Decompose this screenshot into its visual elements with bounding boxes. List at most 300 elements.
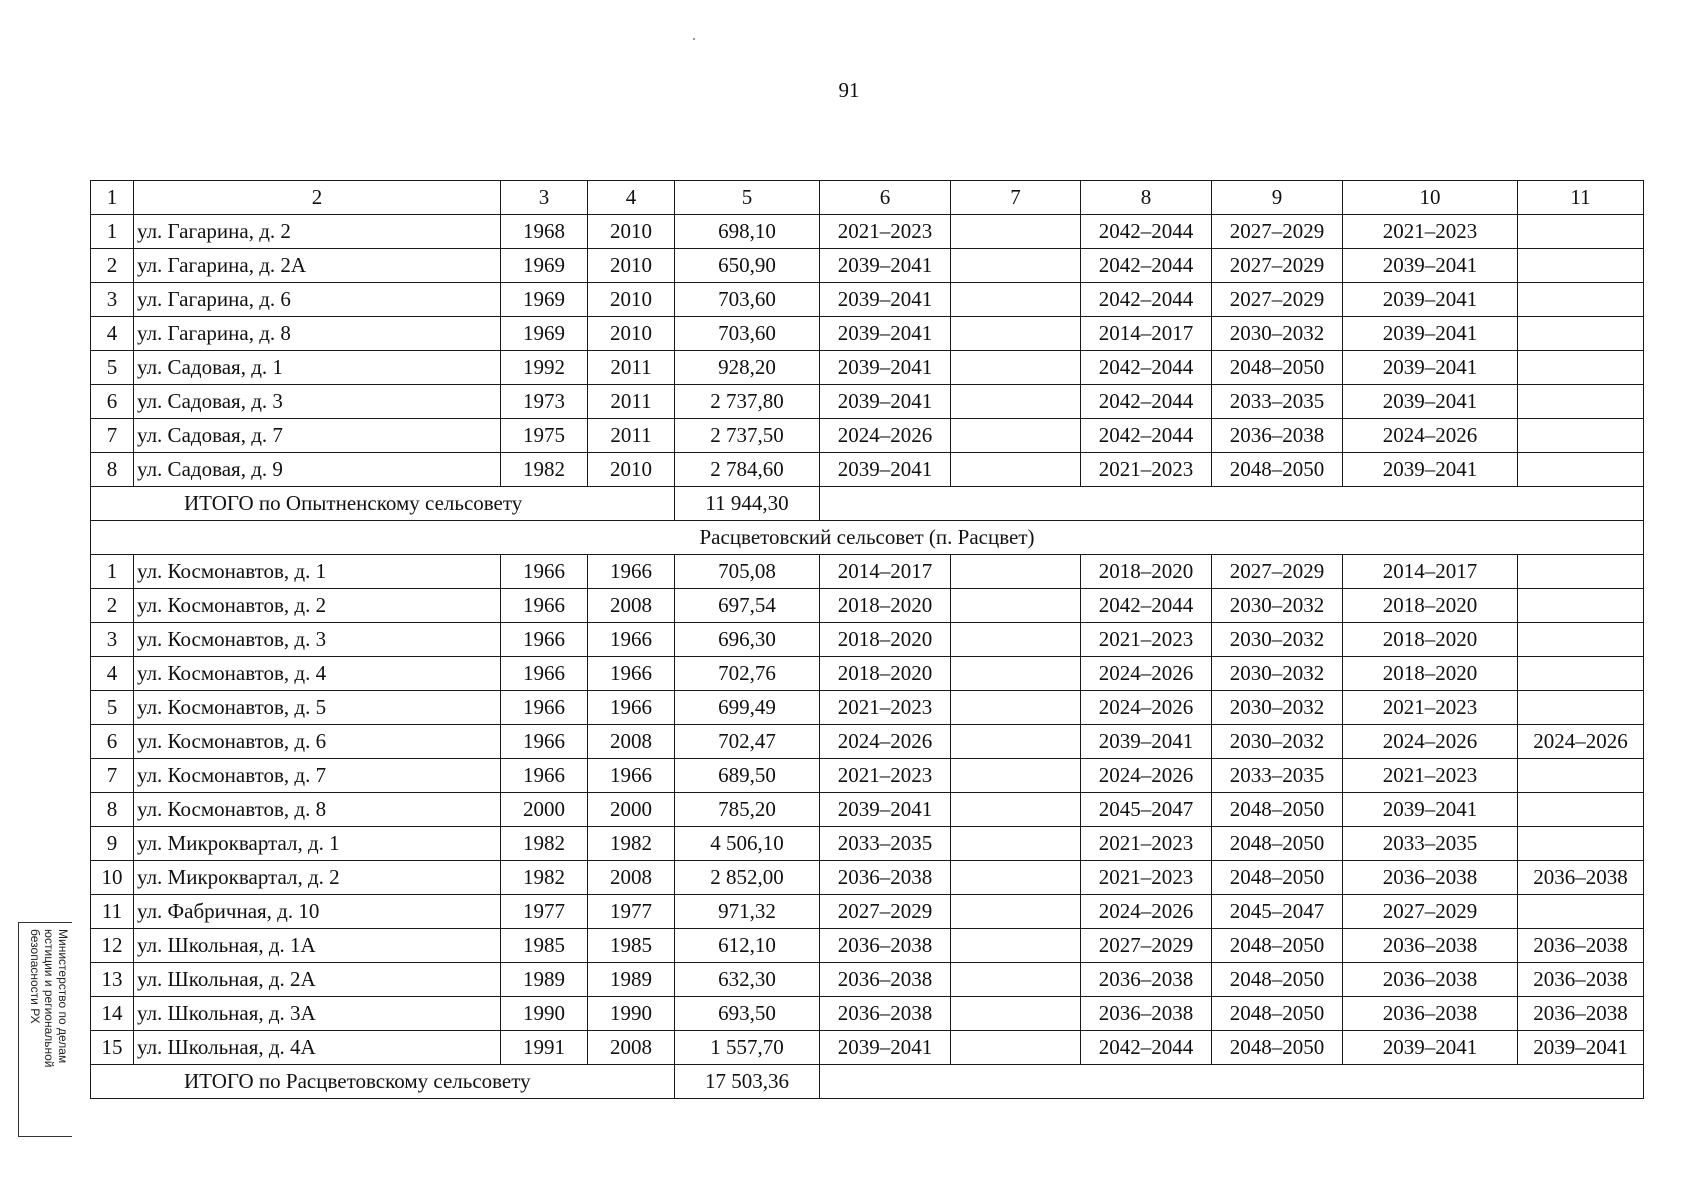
year-built-cell: 1989 [501, 963, 588, 997]
period-11-cell: 2036–2038 [1518, 997, 1644, 1031]
table-row [91, 725, 1644, 759]
year-2-cell: 2008 [588, 589, 675, 623]
period-6-cell: 2024–2026 [820, 419, 951, 453]
period-9-cell: 2048–2050 [1212, 861, 1343, 895]
period-8-cell: 2027–2029 [1081, 929, 1212, 963]
column-header-2: 2 [134, 181, 501, 215]
row-number-cell: 11 [91, 895, 134, 929]
area-cell: 612,10 [675, 929, 820, 963]
total-row [91, 1065, 1644, 1099]
period-8-cell: 2021–2023 [1081, 861, 1212, 895]
area-cell: 632,30 [675, 963, 820, 997]
year-built-cell: 1975 [501, 419, 588, 453]
year-built-cell: 1969 [501, 249, 588, 283]
year-2-cell: 2008 [588, 861, 675, 895]
area-cell: 703,60 [675, 317, 820, 351]
period-11-cell [1518, 657, 1644, 691]
period-9-cell: 2036–2038 [1212, 419, 1343, 453]
period-6-cell: 2024–2026 [820, 725, 951, 759]
period-6-cell: 2039–2041 [820, 1031, 951, 1065]
row-number-cell: 3 [91, 283, 134, 317]
period-6-cell: 2036–2038 [820, 861, 951, 895]
period-9-cell: 2048–2050 [1212, 929, 1343, 963]
year-2-cell: 2008 [588, 725, 675, 759]
table-row [91, 793, 1644, 827]
table-row [91, 555, 1644, 589]
total-label: ИТОГО по Расцветовскому сельсовету [91, 1065, 675, 1099]
period-9-cell: 2048–2050 [1212, 997, 1343, 1031]
area-cell: 702,76 [675, 657, 820, 691]
period-6-cell: 2036–2038 [820, 963, 951, 997]
year-2-cell: 2011 [588, 351, 675, 385]
address-cell: ул. Космонавтов, д. 2 [134, 589, 501, 623]
address-cell: ул. Космонавтов, д. 7 [134, 759, 501, 793]
column-header-6: 6 [820, 181, 951, 215]
period-11-cell [1518, 351, 1644, 385]
area-cell: 698,10 [675, 215, 820, 249]
address-cell: ул. Садовая, д. 7 [134, 419, 501, 453]
table-row [91, 351, 1644, 385]
period-8-cell: 2021–2023 [1081, 827, 1212, 861]
year-built-cell: 1966 [501, 759, 588, 793]
area-cell: 2 737,80 [675, 385, 820, 419]
period-11-cell [1518, 385, 1644, 419]
address-cell: ул. Фабричная, д. 10 [134, 895, 501, 929]
year-built-cell: 1969 [501, 317, 588, 351]
year-built-cell: 1992 [501, 351, 588, 385]
year-built-cell: 1977 [501, 895, 588, 929]
row-number-cell: 2 [91, 589, 134, 623]
period-11-cell: 2036–2038 [1518, 963, 1644, 997]
period-8-cell: 2042–2044 [1081, 1031, 1212, 1065]
period-11-cell [1518, 283, 1644, 317]
period-6-cell: 2039–2041 [820, 385, 951, 419]
period-11-cell [1518, 249, 1644, 283]
row-number-cell: 5 [91, 351, 134, 385]
year-2-cell: 1966 [588, 691, 675, 725]
period-9-cell: 2027–2029 [1212, 555, 1343, 589]
year-2-cell: 1982 [588, 827, 675, 861]
period-9-cell: 2030–2032 [1212, 589, 1343, 623]
address-cell: ул. Школьная, д. 3А [134, 997, 501, 1031]
period-10-cell: 2039–2041 [1343, 1031, 1518, 1065]
stamp-text [19, 923, 72, 1137]
section-title: Расцветовский сельсовет (п. Расцвет) [91, 521, 1644, 555]
period-10-cell: 2036–2038 [1343, 929, 1518, 963]
row-number-cell: 4 [91, 657, 134, 691]
table-row [91, 1031, 1644, 1065]
period-9-cell: 2027–2029 [1212, 249, 1343, 283]
table-row [91, 759, 1644, 793]
area-cell: 2 784,60 [675, 453, 820, 487]
period-6-cell: 2039–2041 [820, 317, 951, 351]
table-row [91, 317, 1644, 351]
table-row [91, 249, 1644, 283]
period-6-cell: 2018–2020 [820, 623, 951, 657]
address-cell: ул. Космонавтов, д. 8 [134, 793, 501, 827]
period-8-cell: 2042–2044 [1081, 385, 1212, 419]
period-6-cell: 2018–2020 [820, 589, 951, 623]
area-cell: 971,32 [675, 895, 820, 929]
period-7-cell [951, 895, 1081, 929]
year-built-cell: 2000 [501, 793, 588, 827]
period-10-cell: 2018–2020 [1343, 657, 1518, 691]
period-10-cell: 2039–2041 [1343, 385, 1518, 419]
row-number-cell: 1 [91, 215, 134, 249]
column-header-9: 9 [1212, 181, 1343, 215]
year-2-cell: 1977 [588, 895, 675, 929]
period-6-cell: 2036–2038 [820, 997, 951, 1031]
period-6-cell: 2039–2041 [820, 249, 951, 283]
period-8-cell: 2042–2044 [1081, 419, 1212, 453]
table-row [91, 385, 1644, 419]
period-8-cell: 2039–2041 [1081, 725, 1212, 759]
period-8-cell: 2024–2026 [1081, 657, 1212, 691]
column-header-10: 10 [1343, 181, 1518, 215]
period-9-cell: 2030–2032 [1212, 691, 1343, 725]
period-9-cell: 2048–2050 [1212, 963, 1343, 997]
period-8-cell: 2042–2044 [1081, 249, 1212, 283]
period-11-cell [1518, 555, 1644, 589]
period-10-cell: 2039–2041 [1343, 249, 1518, 283]
period-11-cell [1518, 419, 1644, 453]
row-number-cell: 15 [91, 1031, 134, 1065]
stamp-line: Министерство по делам [56, 929, 70, 1064]
period-11-cell [1518, 589, 1644, 623]
period-7-cell [951, 385, 1081, 419]
housing-table [90, 180, 1644, 1099]
period-10-cell: 2039–2041 [1343, 793, 1518, 827]
table-row [91, 997, 1644, 1031]
total-row [91, 487, 1644, 521]
period-9-cell: 2030–2032 [1212, 657, 1343, 691]
column-header-1: 1 [91, 181, 134, 215]
period-11-cell [1518, 623, 1644, 657]
column-header-4: 4 [588, 181, 675, 215]
period-7-cell [951, 555, 1081, 589]
year-built-cell: 1990 [501, 997, 588, 1031]
period-8-cell: 2042–2044 [1081, 283, 1212, 317]
area-cell: 705,08 [675, 555, 820, 589]
row-number-cell: 12 [91, 929, 134, 963]
period-9-cell: 2027–2029 [1212, 215, 1343, 249]
area-cell: 2 737,50 [675, 419, 820, 453]
period-9-cell: 2030–2032 [1212, 725, 1343, 759]
area-cell: 4 506,10 [675, 827, 820, 861]
stamp-line: безопасности РХ [28, 929, 42, 1024]
stamp-line: юстиции и региональной [42, 929, 56, 1068]
page-number: 91 [838, 78, 860, 102]
period-7-cell [951, 317, 1081, 351]
period-10-cell: 2018–2020 [1343, 623, 1518, 657]
year-2-cell: 2010 [588, 453, 675, 487]
address-cell: ул. Гагарина, д. 6 [134, 283, 501, 317]
area-cell: 1 557,70 [675, 1031, 820, 1065]
year-built-cell: 1982 [501, 861, 588, 895]
period-9-cell: 2048–2050 [1212, 827, 1343, 861]
period-9-cell: 2030–2032 [1212, 317, 1343, 351]
registration-stamp [18, 922, 72, 1137]
area-cell: 785,20 [675, 793, 820, 827]
period-10-cell: 2036–2038 [1343, 997, 1518, 1031]
period-9-cell: 2048–2050 [1212, 351, 1343, 385]
row-number-cell: 14 [91, 997, 134, 1031]
year-2-cell: 2000 [588, 793, 675, 827]
year-built-cell: 1966 [501, 589, 588, 623]
period-8-cell: 2045–2047 [1081, 793, 1212, 827]
period-8-cell: 2021–2023 [1081, 623, 1212, 657]
column-header-11: 11 [1518, 181, 1644, 215]
address-cell: ул. Гагарина, д. 2А [134, 249, 501, 283]
period-8-cell: 2036–2038 [1081, 963, 1212, 997]
year-built-cell: 1966 [501, 555, 588, 589]
period-11-cell: 2024–2026 [1518, 725, 1644, 759]
table-row [91, 963, 1644, 997]
column-header-7: 7 [951, 181, 1081, 215]
period-7-cell [951, 453, 1081, 487]
table-row [91, 657, 1644, 691]
row-number-cell: 3 [91, 623, 134, 657]
period-7-cell [951, 793, 1081, 827]
period-8-cell: 2042–2044 [1081, 351, 1212, 385]
year-2-cell: 1985 [588, 929, 675, 963]
year-built-cell: 1985 [501, 929, 588, 963]
total-value: 11 944,30 [675, 487, 820, 521]
period-6-cell: 2033–2035 [820, 827, 951, 861]
period-6-cell: 2018–2020 [820, 657, 951, 691]
table-row [91, 283, 1644, 317]
period-9-cell: 2048–2050 [1212, 1031, 1343, 1065]
year-built-cell: 1969 [501, 283, 588, 317]
row-number-cell: 8 [91, 793, 134, 827]
period-11-cell [1518, 895, 1644, 929]
address-cell: ул. Садовая, д. 3 [134, 385, 501, 419]
period-6-cell: 2021–2023 [820, 215, 951, 249]
section-title-row [91, 521, 1644, 555]
address-cell: ул. Космонавтов, д. 4 [134, 657, 501, 691]
year-built-cell: 1966 [501, 657, 588, 691]
year-2-cell: 2010 [588, 283, 675, 317]
total-empty [820, 487, 1644, 521]
table-row [91, 453, 1644, 487]
period-9-cell: 2048–2050 [1212, 453, 1343, 487]
row-number-cell: 8 [91, 453, 134, 487]
area-cell: 696,30 [675, 623, 820, 657]
period-8-cell: 2042–2044 [1081, 215, 1212, 249]
period-10-cell: 2021–2023 [1343, 759, 1518, 793]
total-label: ИТОГО по Опытненскому сельсовету [91, 487, 675, 521]
period-10-cell: 2036–2038 [1343, 963, 1518, 997]
year-2-cell: 1966 [588, 623, 675, 657]
column-header-8: 8 [1081, 181, 1212, 215]
period-6-cell: 2021–2023 [820, 691, 951, 725]
period-11-cell [1518, 691, 1644, 725]
year-2-cell: 1966 [588, 759, 675, 793]
period-11-cell [1518, 453, 1644, 487]
table-row [91, 895, 1644, 929]
column-header-3: 3 [501, 181, 588, 215]
period-6-cell: 2039–2041 [820, 453, 951, 487]
address-cell: ул. Микроквартал, д. 2 [134, 861, 501, 895]
year-2-cell: 2010 [588, 249, 675, 283]
period-8-cell: 2014–2017 [1081, 317, 1212, 351]
year-built-cell: 1966 [501, 623, 588, 657]
period-9-cell: 2030–2032 [1212, 623, 1343, 657]
row-number-cell: 9 [91, 827, 134, 861]
area-cell: 928,20 [675, 351, 820, 385]
table-row [91, 589, 1644, 623]
period-7-cell [951, 725, 1081, 759]
period-7-cell [951, 419, 1081, 453]
address-cell: ул. Космонавтов, д. 3 [134, 623, 501, 657]
row-number-cell: 7 [91, 419, 134, 453]
table-row [91, 419, 1644, 453]
address-cell: ул. Гагарина, д. 8 [134, 317, 501, 351]
year-built-cell: 1982 [501, 827, 588, 861]
row-number-cell: 10 [91, 861, 134, 895]
address-cell: ул. Школьная, д. 4А [134, 1031, 501, 1065]
period-6-cell: 2039–2041 [820, 793, 951, 827]
area-cell: 693,50 [675, 997, 820, 1031]
period-6-cell: 2027–2029 [820, 895, 951, 929]
period-7-cell [951, 929, 1081, 963]
period-8-cell: 2024–2026 [1081, 691, 1212, 725]
year-2-cell: 1990 [588, 997, 675, 1031]
year-2-cell: 1966 [588, 555, 675, 589]
year-2-cell: 2011 [588, 385, 675, 419]
year-2-cell: 1989 [588, 963, 675, 997]
period-11-cell [1518, 793, 1644, 827]
period-10-cell: 2036–2038 [1343, 861, 1518, 895]
total-empty [820, 1065, 1644, 1099]
row-number-cell: 7 [91, 759, 134, 793]
period-10-cell: 2014–2017 [1343, 555, 1518, 589]
table-row [91, 623, 1644, 657]
year-2-cell: 2010 [588, 215, 675, 249]
period-6-cell: 2014–2017 [820, 555, 951, 589]
year-built-cell: 1991 [501, 1031, 588, 1065]
period-7-cell [951, 623, 1081, 657]
area-cell: 702,47 [675, 725, 820, 759]
area-cell: 2 852,00 [675, 861, 820, 895]
period-9-cell: 2033–2035 [1212, 759, 1343, 793]
row-number-cell: 6 [91, 385, 134, 419]
address-cell: ул. Космонавтов, д. 5 [134, 691, 501, 725]
period-10-cell: 2033–2035 [1343, 827, 1518, 861]
period-7-cell [951, 827, 1081, 861]
area-cell: 689,50 [675, 759, 820, 793]
column-header-5: 5 [675, 181, 820, 215]
period-8-cell: 2018–2020 [1081, 555, 1212, 589]
year-built-cell: 1968 [501, 215, 588, 249]
speck [693, 38, 695, 40]
period-11-cell [1518, 215, 1644, 249]
period-10-cell: 2024–2026 [1343, 725, 1518, 759]
period-7-cell [951, 215, 1081, 249]
row-number-cell: 5 [91, 691, 134, 725]
total-value: 17 503,36 [675, 1065, 820, 1099]
row-number-cell: 2 [91, 249, 134, 283]
period-10-cell: 2039–2041 [1343, 283, 1518, 317]
period-11-cell [1518, 759, 1644, 793]
address-cell: ул. Космонавтов, д. 1 [134, 555, 501, 589]
table-row [91, 861, 1644, 895]
period-8-cell: 2042–2044 [1081, 589, 1212, 623]
period-8-cell: 2024–2026 [1081, 759, 1212, 793]
table-row [91, 929, 1644, 963]
table-row [91, 827, 1644, 861]
area-cell: 650,90 [675, 249, 820, 283]
year-built-cell: 1973 [501, 385, 588, 419]
year-built-cell: 1982 [501, 453, 588, 487]
year-2-cell: 1966 [588, 657, 675, 691]
row-number-cell: 1 [91, 555, 134, 589]
period-10-cell: 2039–2041 [1343, 351, 1518, 385]
period-7-cell [951, 997, 1081, 1031]
period-11-cell: 2036–2038 [1518, 861, 1644, 895]
address-cell: ул. Космонавтов, д. 6 [134, 725, 501, 759]
row-number-cell: 13 [91, 963, 134, 997]
period-10-cell: 2039–2041 [1343, 317, 1518, 351]
period-10-cell: 2021–2023 [1343, 691, 1518, 725]
period-8-cell: 2021–2023 [1081, 453, 1212, 487]
period-8-cell: 2036–2038 [1081, 997, 1212, 1031]
period-9-cell: 2045–2047 [1212, 895, 1343, 929]
period-10-cell: 2021–2023 [1343, 215, 1518, 249]
period-7-cell [951, 861, 1081, 895]
period-11-cell [1518, 317, 1644, 351]
address-cell: ул. Школьная, д. 2А [134, 963, 501, 997]
period-11-cell: 2039–2041 [1518, 1031, 1644, 1065]
address-cell: ул. Садовая, д. 9 [134, 453, 501, 487]
period-6-cell: 2021–2023 [820, 759, 951, 793]
address-cell: ул. Садовая, д. 1 [134, 351, 501, 385]
period-9-cell: 2027–2029 [1212, 283, 1343, 317]
year-built-cell: 1966 [501, 725, 588, 759]
row-number-cell: 4 [91, 317, 134, 351]
period-10-cell: 2039–2041 [1343, 453, 1518, 487]
period-6-cell: 2039–2041 [820, 351, 951, 385]
period-6-cell: 2039–2041 [820, 283, 951, 317]
period-11-cell: 2036–2038 [1518, 929, 1644, 963]
area-cell: 697,54 [675, 589, 820, 623]
address-cell: ул. Микроквартал, д. 1 [134, 827, 501, 861]
address-cell: ул. Гагарина, д. 2 [134, 215, 501, 249]
year-built-cell: 1966 [501, 691, 588, 725]
year-2-cell: 2008 [588, 1031, 675, 1065]
period-8-cell: 2024–2026 [1081, 895, 1212, 929]
period-9-cell: 2048–2050 [1212, 793, 1343, 827]
header-row [91, 181, 1644, 215]
period-6-cell: 2036–2038 [820, 929, 951, 963]
address-cell: ул. Школьная, д. 1А [134, 929, 501, 963]
table-body [91, 181, 1644, 1099]
area-cell: 699,49 [675, 691, 820, 725]
year-2-cell: 2011 [588, 419, 675, 453]
table-row [91, 215, 1644, 249]
period-7-cell [951, 283, 1081, 317]
period-7-cell [951, 759, 1081, 793]
area-cell: 703,60 [675, 283, 820, 317]
period-7-cell [951, 351, 1081, 385]
period-7-cell [951, 1031, 1081, 1065]
period-7-cell [951, 691, 1081, 725]
period-7-cell [951, 249, 1081, 283]
period-7-cell [951, 589, 1081, 623]
period-9-cell: 2033–2035 [1212, 385, 1343, 419]
year-2-cell: 2010 [588, 317, 675, 351]
period-7-cell [951, 657, 1081, 691]
